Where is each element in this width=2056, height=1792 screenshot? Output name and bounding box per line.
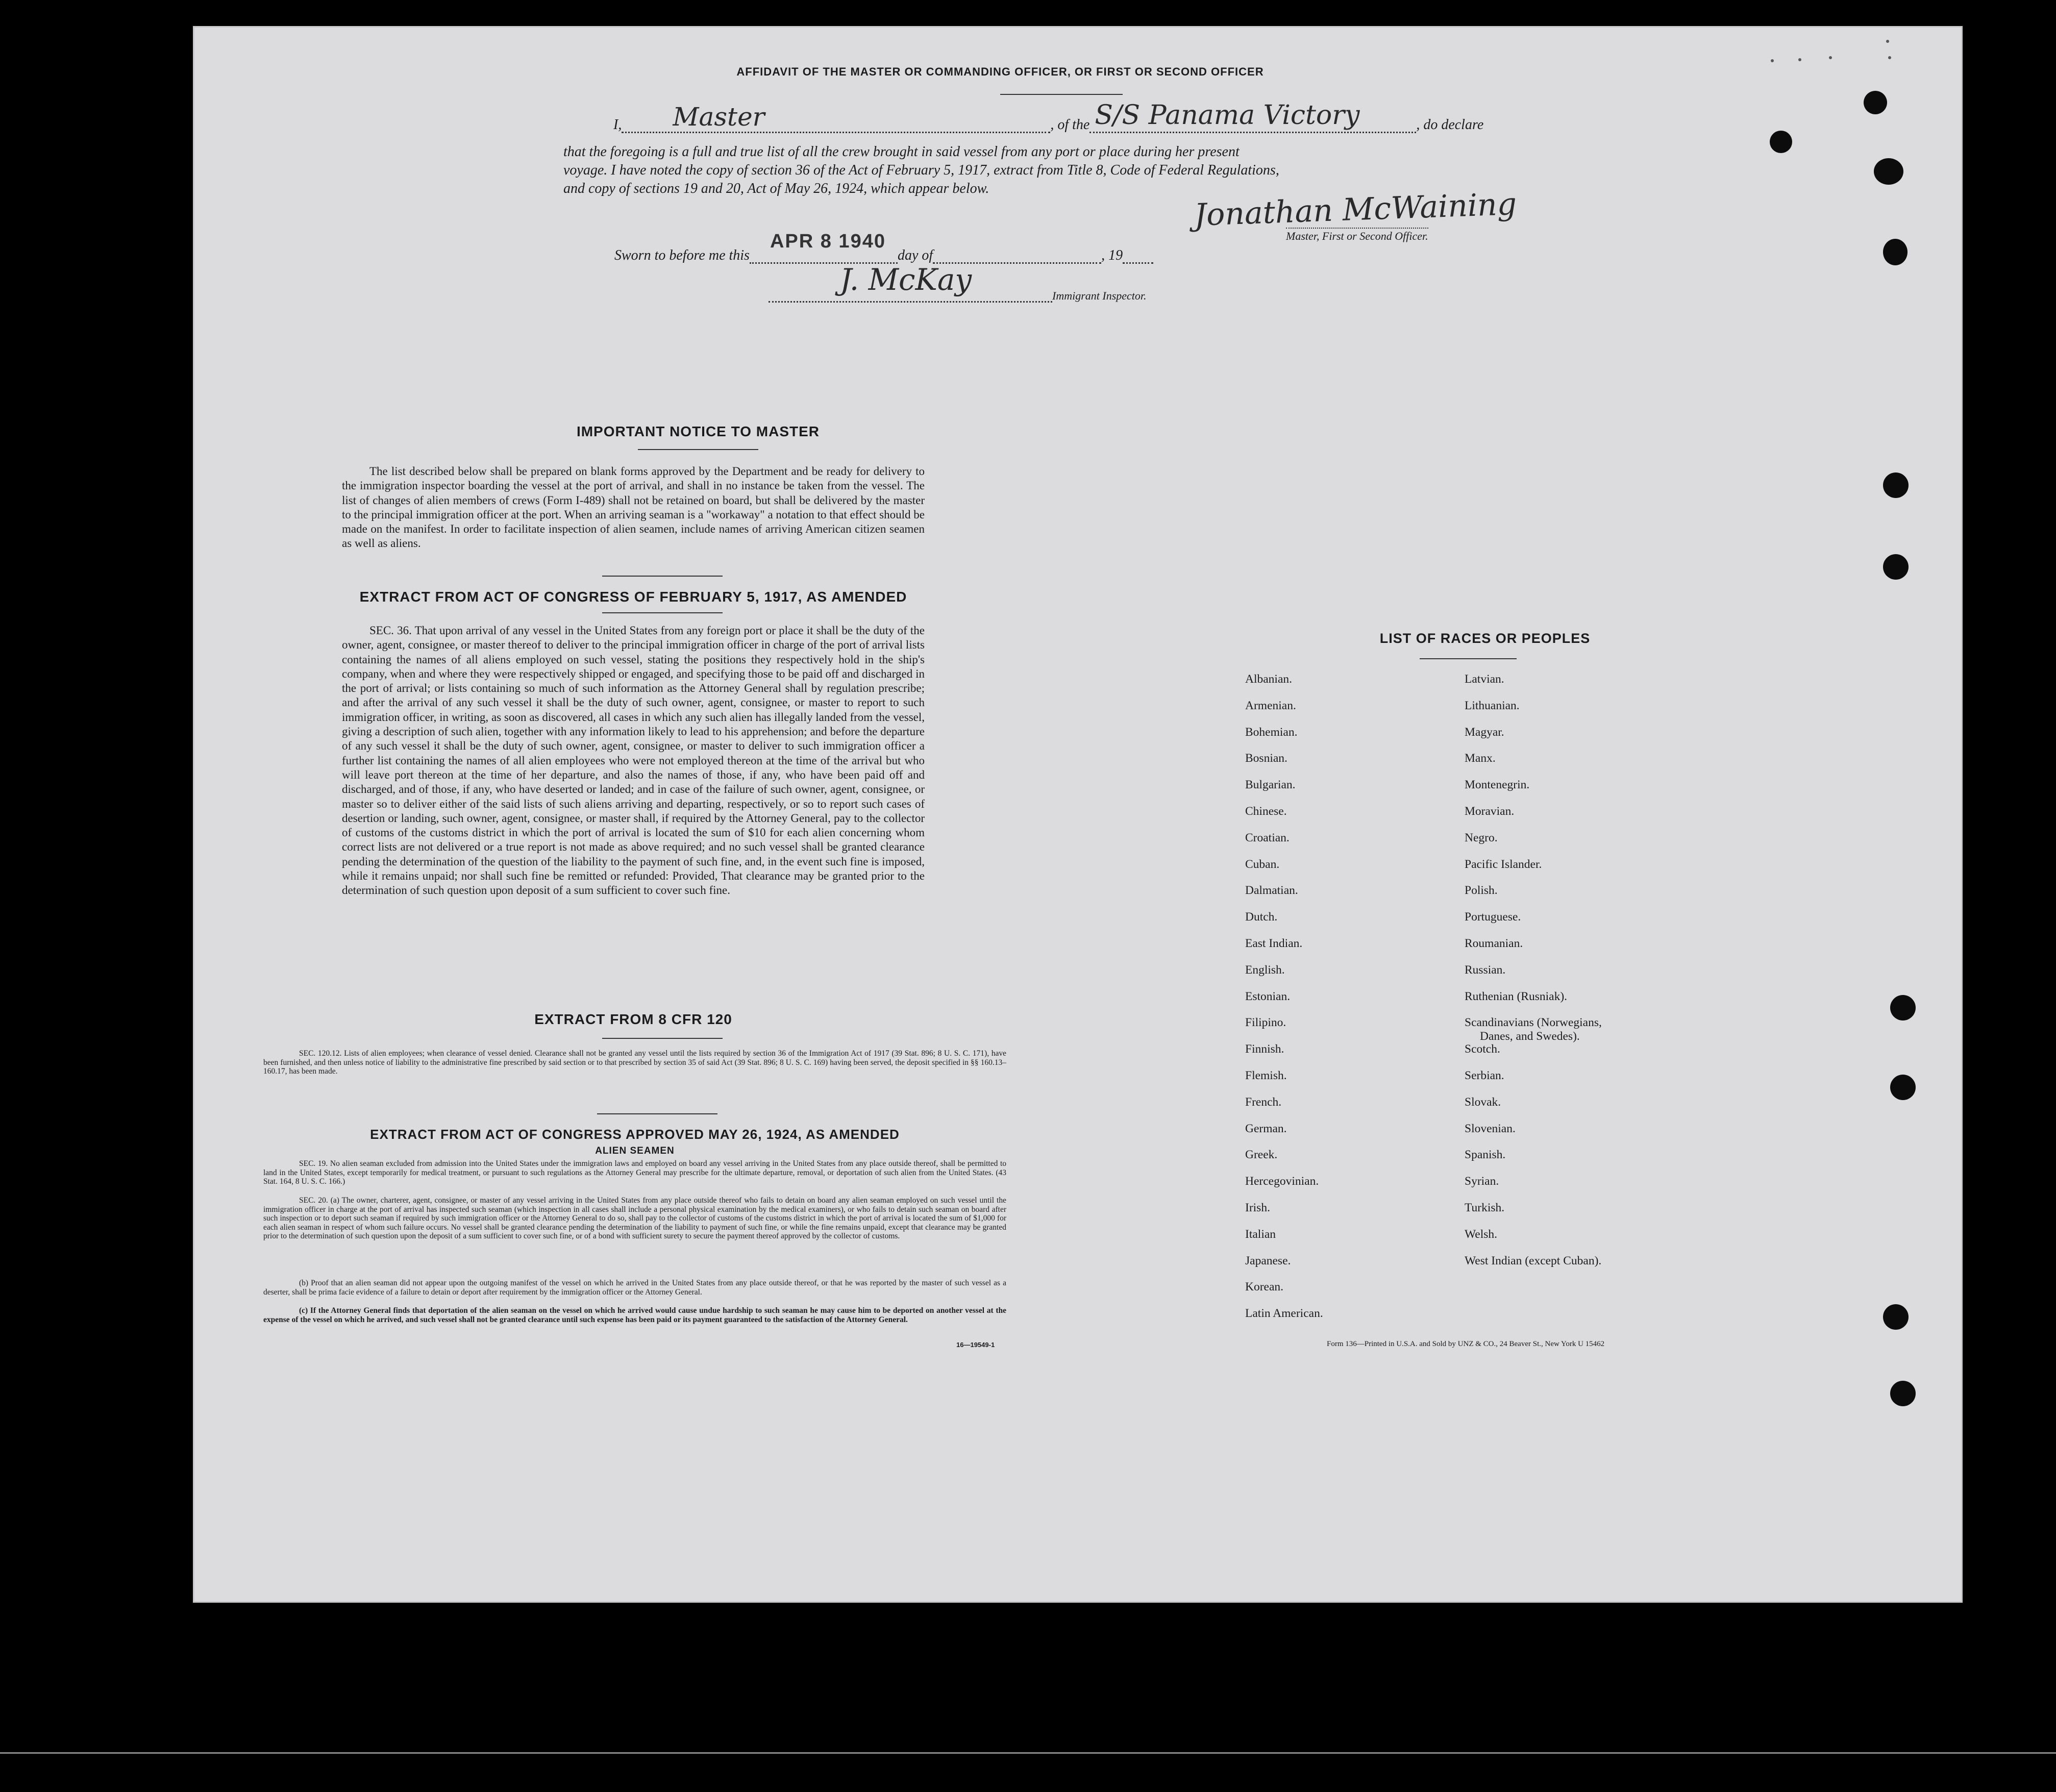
races-rule (1420, 658, 1517, 659)
i-label: I, (613, 117, 622, 133)
day-of-label: day of (897, 247, 933, 263)
punch-hole (1883, 239, 1908, 265)
extract-cfr-body: SEC. 120.12. Lists of alien employees; when clearance of vessel denied. Clearance shall not be granted any vessel until the lists required by section 36 of the Immigration Act of 1917 (39 Stat. 896; 8 U. S. C. 171), have been furnished, and then unless notice of liability to the administrative fine prescribed by said section or to that prescribed by section 35 of said Act (39 Stat. 896; 8 U. S. C. 169) having been served, the deposit specified in §§ 160.13–160.17, has been made. (263, 1049, 1006, 1076)
punch-hole (1883, 554, 1909, 580)
race-item-right: Russian. (1465, 963, 1506, 977)
section-rule (602, 576, 723, 577)
extract-1917-title: EXTRACT FROM ACT OF CONGRESS OF FEBRUARY 5, 1917, AS AMENDED (359, 589, 907, 605)
name-handwritten: Master (673, 102, 765, 132)
race-item-left: Bohemian. (1245, 725, 1298, 739)
year-field (1123, 247, 1153, 264)
race-item-right: Scandinavians (Norwegians, (1465, 1016, 1602, 1030)
race-item-right: West Indian (except Cuban). (1465, 1254, 1602, 1267)
inspector-caption: Immigrant Inspector. (1052, 289, 1147, 302)
race-item-right: Scotch. (1465, 1042, 1500, 1056)
extract-1917-body: SEC. 36. That upon arrival of any vessel in the United States from any foreign port or place it shall be the duty of the owner, agent, consignee, or master thereof to deliver to the principal immigration officer in charge of the port of arrival lists containing the names of all aliens employed on such vessel, stating the positions they respectively hold in the ship's company, when and where they were respectively shipped or engaged, and specifying those to be paid off and discharged in the port of arrival; or lists containing so much of such information as the Attorney General shall by regulation prescribe; and after the arrival of any such vessel it shall be the duty of such owner, agent, consignee, or master to report to such immigration officer, in writing, as soon as discovered, all cases in which any such alien has illegally landed from the vessel, giving a description of such alien, together with any information likely to lead to his apprehension; and before the departure of any such vessel it shall be the duty of such owner, agent, consignee, or master to deliver to such immigration officer a further list containing the names of all alien employees who were not employed thereon at the time of the arrival but who will leave port thereon at the time of her departure, and also the names of those, if any, who have been paid off and discharged, and of those, if any, who have deserted or landed; and in case of the failure of such owner, agent, consignee, or master so to deliver either of the said lists of such aliens arriving and departing, respectively, or so to report such cases of desertion or landing, such owner, agent, consignee, or master shall, if required by the Attorney General, pay to the collector of customs of the customs district in which the port of arrival is located the sum of $10 for each alien concerning whom correct lists are not delivered or a true report is not made as above required; and no such vessel shall be granted clearance pending the determination of the question of the liability to the payment of such fine, and, in the event such fine is imposed, while it remains unpaid; nor shall such fine be remitted or refunded: Provided, That clearance may be granted prior to the determination of such question upon deposit of a sum sufficient to cover such fine. (342, 624, 925, 897)
race-item-right: Lithuanian. (1465, 699, 1520, 712)
race-item-right: Montenegrin. (1465, 778, 1530, 792)
extract-1924-title: EXTRACT FROM ACT OF CONGRESS APPROVED MAY 26, 1924, AS AMENDED (370, 1127, 900, 1142)
sec-20a: SEC. 20. (a) The owner, charterer, agent, consignee, or master of any vessel arriving in the United States from any place outside thereof who fails to detain on board any alien seaman employed on such vessel until the immigration officer in charge at the port of arrival has inspected such seaman (which inspection in all cases shall include a personal physical examination by the medical examiners), or who fails to detain such seaman on board after such inspection or to deport such seaman if required by such immigration officer or the Attorney General to do so, shall pay to the collector of customs of the customs district in which the port of arrival is located the sum of $1,000 for each alien seaman in respect of whom such failure occurs. No vessel shall be granted clearance pending the determination of the liability to payment of such fine, or while the fine remains unpaid, except that clearance may be granted prior to the determination of such question upon the deposit of a sum sufficient to cover such fine, or of a bond with sufficient surety to secure the payment thereof approved by the collector of customs. (263, 1196, 1006, 1241)
race-item-right: Ruthenian (Rusniak). (1465, 989, 1568, 1003)
extract-1924-top-rule (597, 1113, 717, 1114)
punch-hole (1883, 1304, 1909, 1330)
race-item-left: Filipino. (1245, 1016, 1286, 1030)
race-item-right: Slovenian. (1465, 1122, 1516, 1135)
print-code: 16—19549-1 (956, 1341, 995, 1349)
extract-cfr-title: EXTRACT FROM 8 CFR 120 (534, 1011, 732, 1027)
race-item-right: Syrian. (1465, 1175, 1499, 1188)
race-item-left: Croatian. (1245, 831, 1290, 844)
race-item-right: Roumanian. (1465, 937, 1523, 950)
sec-20b: (b) Proof that an alien seaman did not appear upon the outgoing manifest of the vessel on which he arrived in the United States from any place outside thereof, or that he was reported by the master of such vessel as a deserter, shall be prima facie evidence of a failure to detain or deport after requirement by the immigration officer or the Attorney General. (263, 1279, 1006, 1297)
race-item-right: Danes, and Swedes). (1480, 1030, 1580, 1043)
affidavit-line1 (613, 100, 1532, 133)
name-field (622, 102, 1050, 133)
master-caption: Master, First or Second Officer. (1286, 228, 1428, 243)
sworn-label: Sworn to before me this (614, 247, 750, 263)
punch-hole (1864, 91, 1887, 114)
race-item-left: Dalmatian. (1245, 884, 1298, 898)
form-footer: Form 136—Printed in U.S.A. and Sold by UNZ & CO., 24 Beaver St., New York U 15462 (1327, 1340, 1605, 1348)
race-item-left: Irish. (1245, 1201, 1270, 1214)
do-declare-label: , do declare (1416, 117, 1484, 133)
race-item-left: Japanese. (1245, 1254, 1291, 1267)
punch-hole (1883, 472, 1909, 498)
affidavit-line3: voyage. I have noted the copy of section 36 of the Act of February 5, 1917, extract from Title 8, Code of Federal Regulations, (563, 162, 1279, 178)
title-rule (1000, 94, 1123, 95)
date-stamp: APR 8 1940 (770, 231, 886, 252)
race-item-right: Welsh. (1465, 1227, 1498, 1241)
punch-hole (1890, 1075, 1916, 1100)
race-item-left: Finnish. (1245, 1042, 1284, 1056)
race-item-left: Cuban. (1245, 857, 1280, 871)
race-item-right: Polish. (1465, 884, 1498, 898)
punch-hole (1770, 131, 1792, 153)
inspector-signature: J. McKay (840, 262, 972, 297)
speck (1798, 58, 1801, 61)
race-item-left: Bosnian. (1245, 752, 1287, 765)
sec-20c: (c) If the Attorney General finds that deportation of the alien seaman on the vessel on which he arrived would cause undue hardship to such seaman he may cause him to be deported on another vessel at the expense of the vessel on which he arrived, and such vessel shall not be granted clearance until such expense has been paid or its payment guaranteed to the satisfaction of the Attorney General. (263, 1306, 1006, 1324)
race-item-left: Greek. (1245, 1148, 1278, 1162)
race-item-right: Turkish. (1465, 1201, 1505, 1214)
nineteen-label: , 19 (1101, 247, 1123, 263)
speck (1888, 56, 1891, 59)
race-item-left: Dutch. (1245, 910, 1278, 924)
race-item-right: Spanish. (1465, 1148, 1506, 1162)
punch-hole (1890, 995, 1916, 1021)
race-item-left: East Indian. (1245, 937, 1303, 950)
of-the-label: , of the (1050, 117, 1090, 133)
vessel-handwritten: S/S Panama Victory (1095, 100, 1360, 131)
punch-hole (1874, 158, 1903, 185)
race-item-right: Moravian. (1465, 805, 1515, 818)
speck (1829, 56, 1832, 59)
speck (1771, 59, 1774, 62)
inspector-line (769, 262, 1147, 303)
race-item-right: Pacific Islander. (1465, 857, 1542, 871)
inspector-field (769, 262, 1052, 303)
race-item-left: Korean. (1245, 1280, 1284, 1294)
race-item-right: Slovak. (1465, 1095, 1501, 1109)
race-item-left: Hercegovinian. (1245, 1175, 1319, 1188)
race-item-right: Negro. (1465, 831, 1498, 844)
race-item-left: Armenian. (1245, 699, 1296, 712)
extract-1924-subtitle: ALIEN SEAMEN (595, 1146, 675, 1156)
punch-hole (1890, 1381, 1916, 1406)
races-title: LIST OF RACES OR PEOPLES (1379, 631, 1591, 646)
race-item-left: Albanian. (1245, 673, 1293, 686)
notice-title: IMPORTANT NOTICE TO MASTER (576, 424, 820, 439)
sec-19: SEC. 19. No alien seaman excluded from admission into the United States under the immigration laws and employed on board any vessel arriving in the United States from any place outside thereof, shall be permitted to land in the United States, except temporarily for medical treatment, or pursuant to such regulations as the Attorney General may prescribe for the ultimate departure, removal, or deportation of such alien from the United States. (43 Stat. 164, 8 U. S. C. 166.) (263, 1159, 1006, 1186)
race-item-left: Flemish. (1245, 1069, 1287, 1082)
race-item-right: Serbian. (1465, 1069, 1504, 1082)
day-field (750, 231, 898, 264)
race-item-left: Chinese. (1245, 805, 1287, 818)
race-item-right: Latvian. (1465, 673, 1504, 686)
race-item-right: Manx. (1465, 752, 1496, 765)
race-item-left: German. (1245, 1122, 1287, 1135)
affidavit-title: AFFIDAVIT OF THE MASTER OR COMMANDING OFFICER, OR FIRST OR SECOND OFFICER (736, 65, 1264, 78)
speck (1886, 40, 1889, 43)
race-item-right: Portuguese. (1465, 910, 1521, 924)
race-item-left: English. (1245, 963, 1285, 977)
race-item-left: Latin American. (1245, 1307, 1323, 1321)
vessel-field (1089, 100, 1416, 133)
affidavit-line4: and copy of sections 19 and 20, Act of May 26, 1924, which appear below. (563, 181, 989, 196)
notice-rule (638, 449, 758, 450)
affidavit-line2: that the foregoing is a full and true list of all the crew brought in said vessel from any port or place during her present (563, 144, 1240, 160)
race-item-left: French. (1245, 1095, 1282, 1109)
race-item-left: Italian (1245, 1227, 1276, 1241)
month-field (933, 247, 1101, 264)
extract-cfr-rule (602, 1038, 723, 1039)
sworn-line (614, 231, 1153, 264)
extract-1917-rule (602, 612, 723, 613)
race-item-left: Bulgarian. (1245, 778, 1296, 792)
master-signature: Jonathan McWaining (1193, 186, 1518, 234)
race-item-right: Magyar. (1465, 725, 1504, 739)
scan-edge-line (0, 1752, 2056, 1754)
race-item-left: Estonian. (1245, 989, 1291, 1003)
notice-body: The list described below shall be prepared on blank forms approved by the Department and be ready for delivery to the immigration inspector boarding the vessel at the port of arrival, and shall in no instance be taken from the vessel. The list of changes of alien members of crews (Form I-489) shall not be retained on board, but shall be delivered by the master to the principal immigration officer at the port. When an arriving seaman is a "workaway" a notation to that effect should be made on the manifest. In order to facilitate inspection of alien seamen, include names of arriving American citizen seamen as well as aliens. (342, 465, 925, 550)
